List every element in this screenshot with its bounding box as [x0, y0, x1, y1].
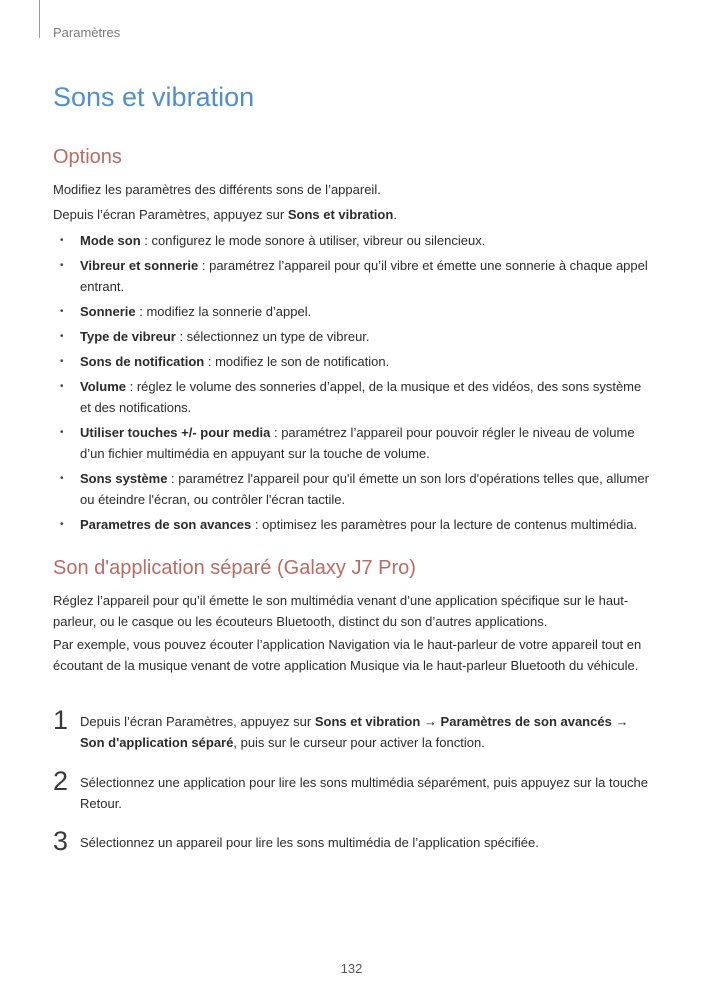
options-list — [53, 230, 653, 539]
step-bold-sons-et-vibration: Sons et vibration — [314, 714, 421, 729]
item-desc: : paramétrez l’appareil pour pouvoir régler le niveau de volume d’un fichier multimédia en appuyant sur la touche de volume. — [80, 425, 635, 461]
item-term: Type de vibreur — [80, 329, 176, 344]
item-term: Mode son — [80, 233, 141, 248]
header-rule — [39, 0, 40, 38]
item-term: Sonnerie — [80, 304, 136, 319]
step-arrow: → — [611, 714, 629, 729]
item-desc: : réglez le volume des sonneries d’appel, de la musique et des vidéos, des sons système et des notifications. — [80, 379, 642, 415]
item-term: Utiliser touches +/- pour media — [80, 425, 271, 440]
item-desc: : modifiez le son de notification. — [204, 354, 390, 369]
item-desc: : modifiez la sonnerie d’appel. — [135, 304, 312, 319]
item-desc: : sélectionnez un type de vibreur. — [175, 329, 370, 344]
step-1 — [53, 705, 653, 753]
list-item — [53, 468, 653, 510]
options-intro: Modifiez les paramètres des différents sons de l’appareil. — [53, 182, 381, 197]
list-item — [53, 422, 653, 464]
item-term: Vibreur et sonnerie — [80, 258, 199, 273]
step-arrow: → — [420, 714, 441, 729]
step-2 — [53, 766, 653, 814]
list-item — [53, 376, 653, 418]
options-path-suffix: . — [393, 207, 397, 222]
item-desc: : optimisez les paramètres pour la lecture de contenus multimédia. — [251, 517, 638, 532]
item-term: Sons de notification — [80, 354, 205, 369]
separate-app-sound-para2: Par exemple, vous pouvez écouter l’application Navigation via le haut-parleur de votre appareil tout en écoutant de la musique venant de votre application Musique via le haut-parleur Bluetooth du véhicule. — [53, 637, 642, 673]
page-title: Sons et vibration — [53, 82, 255, 112]
list-item — [53, 301, 653, 322]
options-path-prefix: Depuis l’écran Paramètres, appuyez sur — [53, 207, 288, 222]
step-3 — [53, 826, 653, 856]
list-item — [53, 326, 653, 347]
item-term: Volume — [80, 379, 126, 394]
item-term: Parametres de son avances — [80, 517, 252, 532]
page-number: 132 — [340, 961, 363, 976]
options-path — [53, 204, 653, 225]
step-bold-parametres-avances: Paramètres de son avancés — [440, 714, 612, 729]
step-text — [80, 711, 653, 753]
options-heading: Options — [53, 146, 122, 168]
step-number: 2 — [53, 766, 69, 796]
step-text: Sélectionnez un appareil pour lire les sons multimédia de l’application spécifiée. — [80, 835, 539, 850]
list-item — [53, 255, 653, 297]
separate-app-sound-para1: Réglez l’appareil pour qu’il émette le son multimédia venant d’une application spécifique sur le haut-parleur, ou le casque ou les écouteurs Bluetooth, distinct du son d’autres applications. — [53, 593, 629, 629]
step-number: 1 — [53, 705, 69, 735]
step-bold-son-application-separe: Son d'application séparé — [80, 735, 234, 750]
list-item — [53, 230, 653, 251]
separate-app-sound-heading: Son d'application séparé (Galaxy J7 Pro) — [53, 557, 416, 579]
item-term: Sons système — [80, 471, 168, 486]
item-desc: : configurez le mode sonore à utiliser, vibreur ou silencieux. — [140, 233, 486, 248]
options-path-bold: Sons et vibration — [287, 207, 394, 222]
step-suffix: , puis sur le curseur pour activer la fonction. — [233, 735, 485, 750]
item-desc: : paramétrez l’appareil pour qu’il vibre et émette une sonnerie à chaque appel entrant. — [80, 258, 648, 294]
step-prefix: Depuis l’écran Paramètres, appuyez sur — [80, 714, 315, 729]
header-section-label: Paramètres — [53, 25, 121, 40]
list-item — [53, 514, 653, 535]
list-item — [53, 351, 653, 372]
step-text: Sélectionnez une application pour lire les sons multimédia séparément, puis appuyez sur la touche Retour. — [80, 775, 648, 811]
step-number: 3 — [53, 826, 69, 856]
item-desc: : paramétrez l'appareil pour qu'il émette un son lors d'opérations telles que, allumer ou éteindre l'écran, ou contrôler l'écran tactile. — [80, 471, 649, 507]
